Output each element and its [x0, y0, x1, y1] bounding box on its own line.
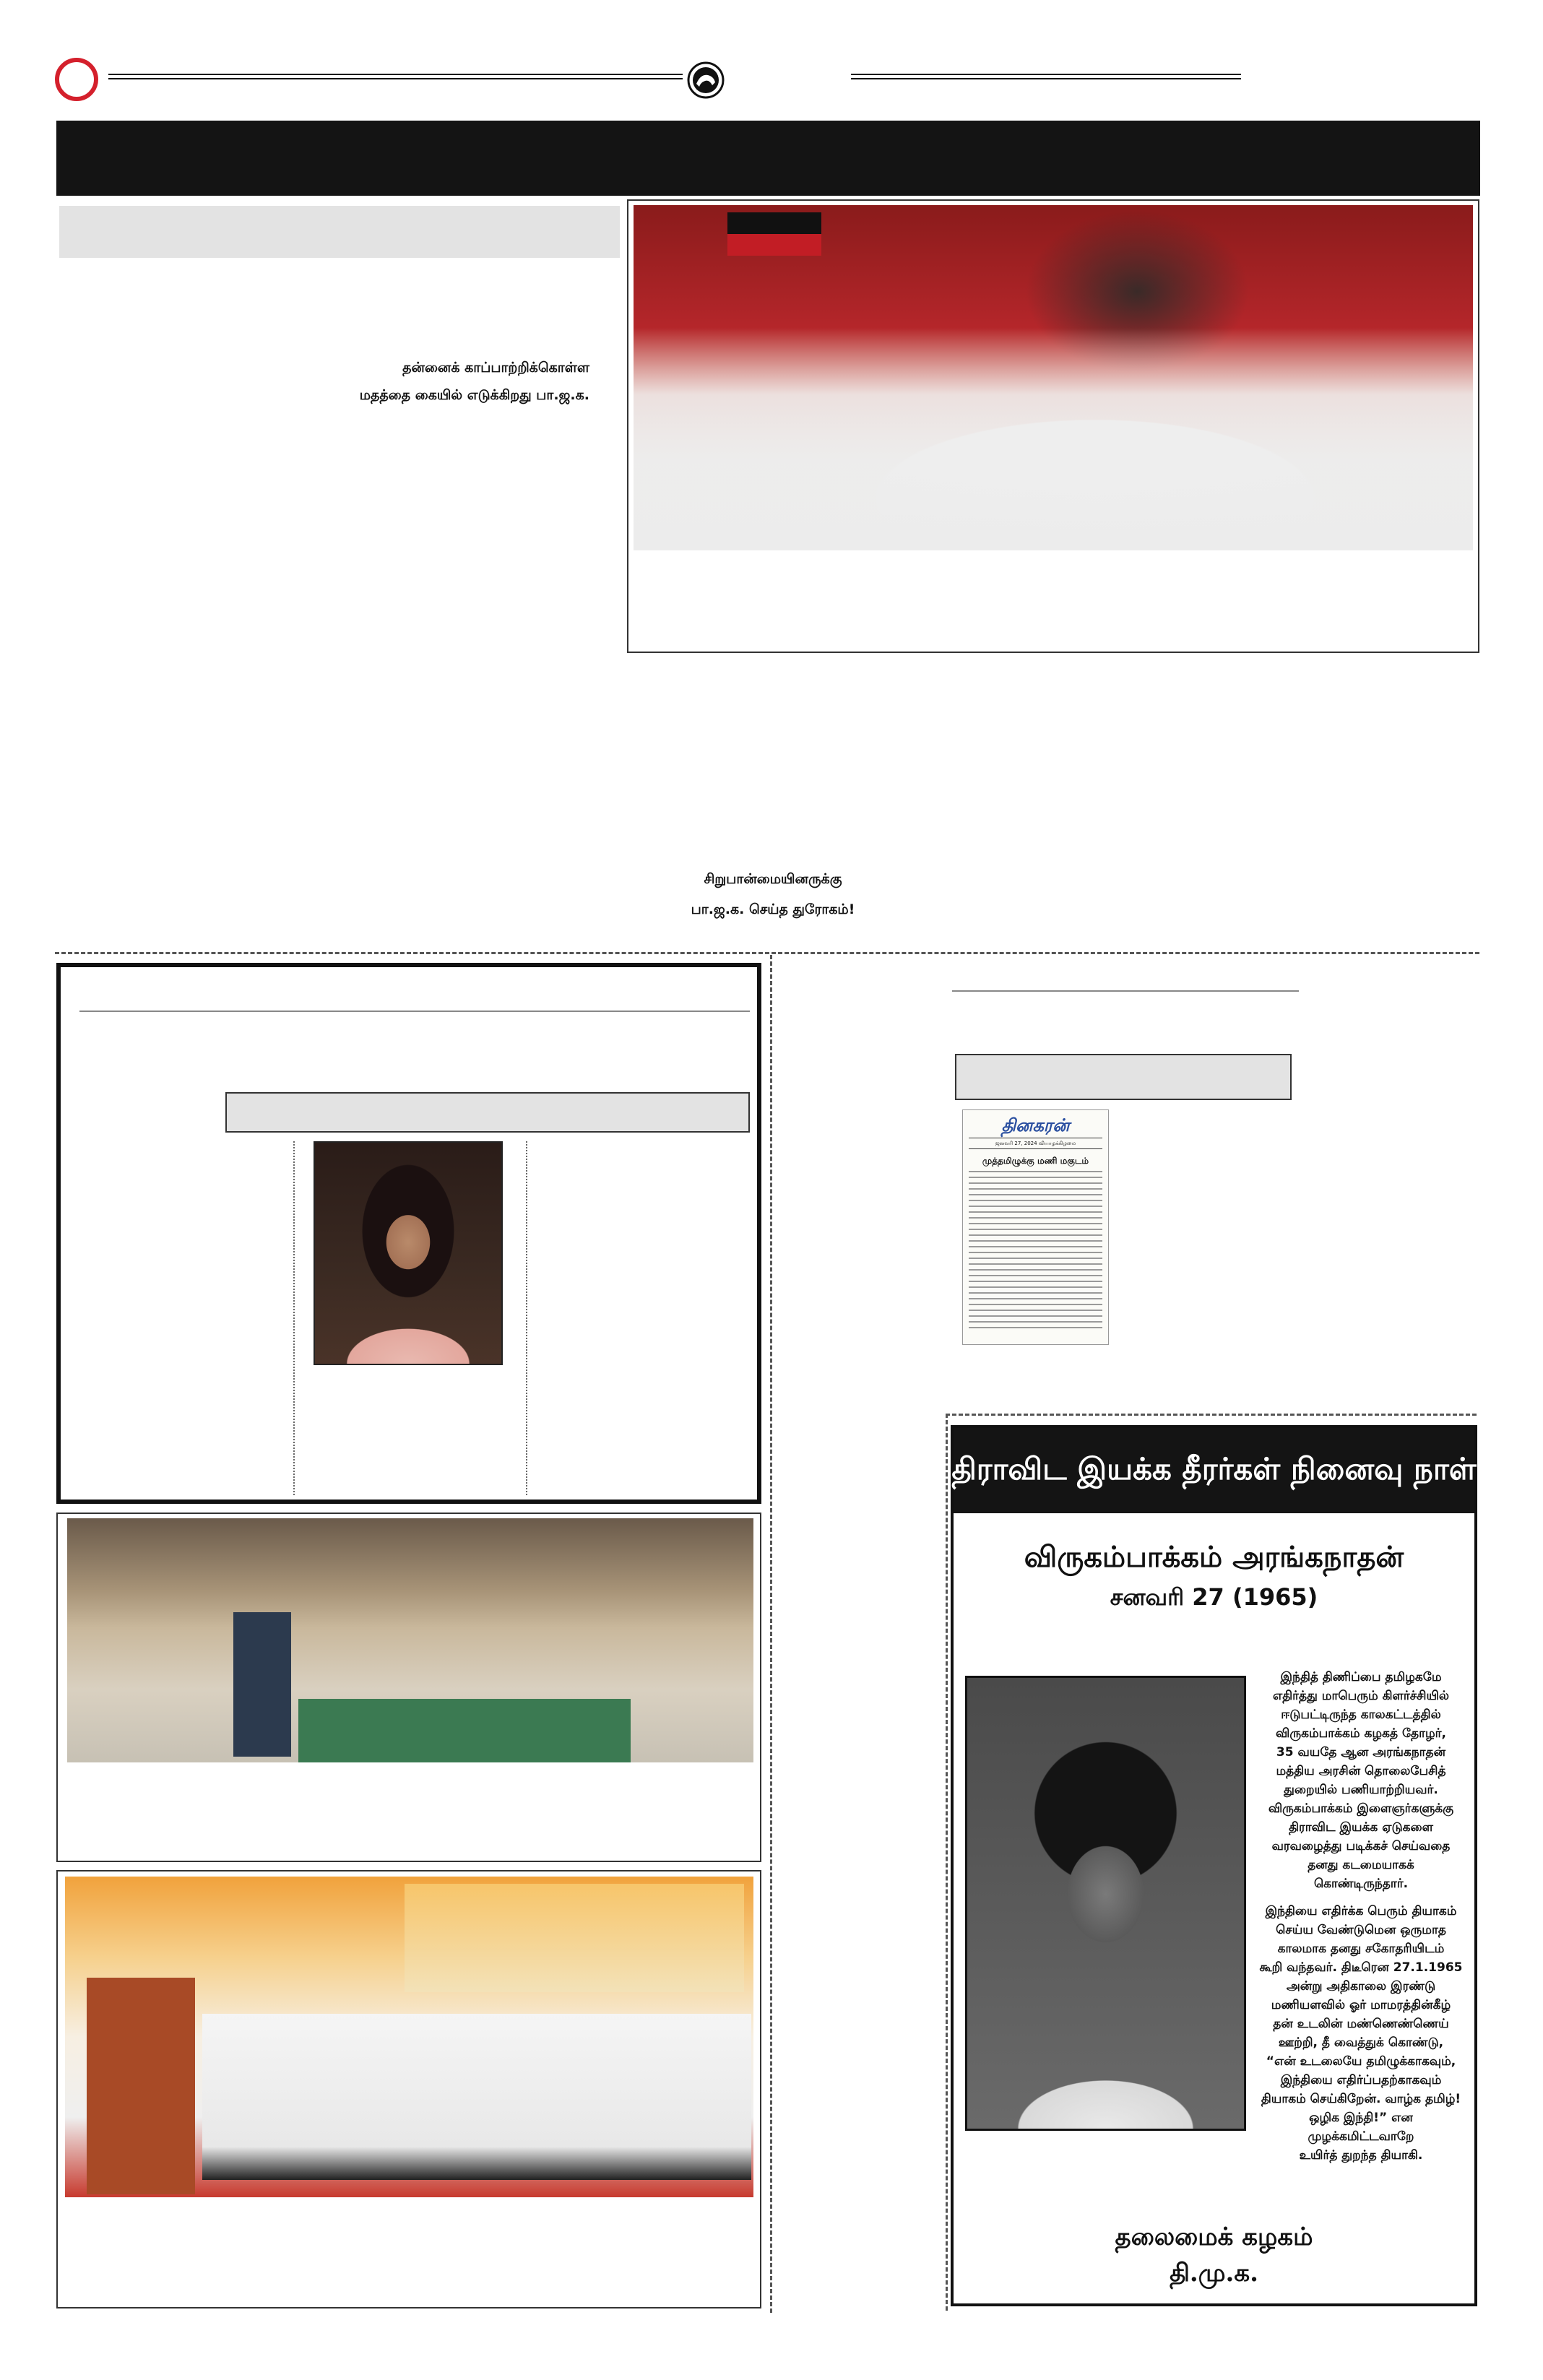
bio-line: விருகம்பாக்கம் இளைஞர்களுக்கு	[1268, 1801, 1454, 1816]
bio-line: திராவிட இயக்க ஏடுகளை	[1289, 1820, 1433, 1835]
boxed-col-divider-2	[526, 1141, 527, 1495]
right-subhead-bar	[955, 1054, 1292, 1100]
bio-line: இந்தியை எதிர்க்க பெரும் தியாகம்	[1265, 1904, 1457, 1918]
memorial-footer-line1: தலைமைக் கழகம்	[1115, 2223, 1313, 2251]
left-pullquote-line2: மதத்தை கையில் எடுக்கிறது பா.ஜ.க.	[359, 387, 589, 403]
left-pullquote	[347, 354, 589, 409]
bio-line: 35 வயதே ஆன அரங்கநாதன்	[1276, 1745, 1446, 1760]
author-portrait	[314, 1141, 503, 1365]
headline-banner	[56, 121, 1480, 196]
bio-line: செய்ய வேண்டுமென ஒருமாத	[1276, 1923, 1446, 1937]
seated-dignitaries	[202, 2014, 751, 2180]
speaker-podium	[233, 1612, 291, 1757]
bio-line: இந்தித் திணிப்பை தமிழகமே	[1280, 1670, 1442, 1684]
boxed-article-subhead	[225, 1092, 750, 1133]
column-divider	[770, 955, 772, 2313]
memorial-footer	[954, 2219, 1474, 2291]
bio-line: வரவழைத்து படிக்கச் செய்வதை	[1271, 1839, 1451, 1853]
martyr-portrait	[965, 1676, 1246, 2131]
bio-line: மணியளவில் ஓர் மாமரத்தின்கீழ்	[1271, 1998, 1451, 2012]
clipping-headline: முத்தமிழுக்கு மணி மகுடம்	[982, 1156, 1089, 1166]
rally-photo	[634, 205, 1473, 550]
center-pullquote-line2: பா.ஜ.க. செய்த துரோகம்!	[691, 901, 855, 917]
bio-line: தனது கடமையாகக்	[1308, 1858, 1414, 1872]
boxed-col-divider-1	[293, 1141, 295, 1495]
bio-line: இந்தியை எதிர்ப்பதற்காகவும்	[1280, 2073, 1442, 2087]
bio-line: விருகம்பாக்கம் கழகத் தோழர்,	[1276, 1726, 1446, 1741]
clipping-body-text	[969, 1171, 1102, 1330]
header-rule-right	[851, 74, 1241, 79]
party-flag	[727, 212, 821, 256]
bio-line: உயிர்த் துறந்த தியாகி.	[1299, 2148, 1423, 2163]
center-pullquote	[650, 864, 896, 925]
bio-line: முழக்கமிட்டவாறே	[1308, 2129, 1414, 2144]
left-subhead-bar	[59, 206, 620, 258]
memorial-top-dash	[946, 1414, 1477, 1416]
memorial-bio-paragraph-2	[1248, 1902, 1474, 2165]
memorial-date: சனவரி 27 (1965)	[1110, 1583, 1318, 1611]
bio-line: கொண்டிருந்தார்.	[1313, 1877, 1409, 1891]
bio-line: மத்திய அரசின் தொலைபேசித்	[1276, 1764, 1446, 1778]
bio-line: அன்று அதிகாலை இரண்டு	[1286, 1979, 1436, 1994]
stage-photo-2	[65, 1877, 753, 2197]
page-marker-icon	[55, 58, 98, 101]
center-pullquote-line1: சிறுபான்மையினருக்கு	[704, 871, 842, 887]
section-divider	[55, 952, 1479, 954]
bio-line: எதிர்த்து மாபெரும் கிளர்ச்சியில்	[1272, 1689, 1450, 1703]
bio-line: கூறி வந்தவர். திடீரென 27.1.1965	[1259, 1960, 1463, 1975]
header-rule-left	[108, 74, 683, 79]
newspaper-clipping	[962, 1109, 1109, 1345]
stage-photo-1	[67, 1518, 753, 1762]
boxed-article-rule	[79, 1011, 750, 1012]
bio-line: ஒழிக இந்தி!” என	[1309, 2111, 1413, 2125]
stage-backdrop-banner	[405, 1884, 744, 1992]
clipping-dateline: ஜனவரி 27, 2024 வியாழக்கிழமை	[969, 1138, 1102, 1149]
memorial-banner-text: திராவிட இயக்க தீரர்கள் நினைவு நாள்	[951, 1450, 1477, 1487]
memorial-bio	[1248, 1668, 1474, 2165]
bio-line: தன் உடலின் மண்ணெண்ணெய்	[1273, 2017, 1449, 2031]
bio-line: ஊற்றி, தீ வைத்துக் கொண்டு,	[1278, 2035, 1444, 2050]
lectern	[87, 1978, 195, 2194]
stage-table	[298, 1699, 631, 1762]
left-pullquote-line1: தன்னைக் காப்பாற்றிக்கொள்ள	[402, 360, 589, 376]
rising-sun-emblem-icon	[686, 61, 725, 100]
memorial-left-dash	[946, 1414, 948, 2311]
crowd-group	[634, 328, 1473, 550]
memorial-banner	[951, 1428, 1477, 1513]
bio-line: துறையில் பணியாற்றியவர்.	[1284, 1783, 1438, 1797]
right-column-rule	[952, 990, 1299, 992]
bio-line: காலமாக தனது சகோதரியிடம்	[1277, 1942, 1445, 1956]
clipping-masthead: தினகரன்	[1001, 1115, 1070, 1135]
bio-line: “என் உடலையே தமிழுக்காகவும்,	[1266, 2054, 1456, 2069]
memorial-footer-line2: தி.மு.க.	[1170, 2259, 1258, 2288]
memorial-bio-paragraph-1	[1248, 1668, 1474, 1893]
bio-line: தியாகம் செய்கிறேன். வாழ்க தமிழ்!	[1261, 2092, 1461, 2106]
bio-line: ஈடுபட்டிருந்த காலகட்டத்தில்	[1281, 1708, 1441, 1722]
memorial-name: விருகம்பாக்கம் அரங்கநாதன்	[1024, 1540, 1404, 1574]
